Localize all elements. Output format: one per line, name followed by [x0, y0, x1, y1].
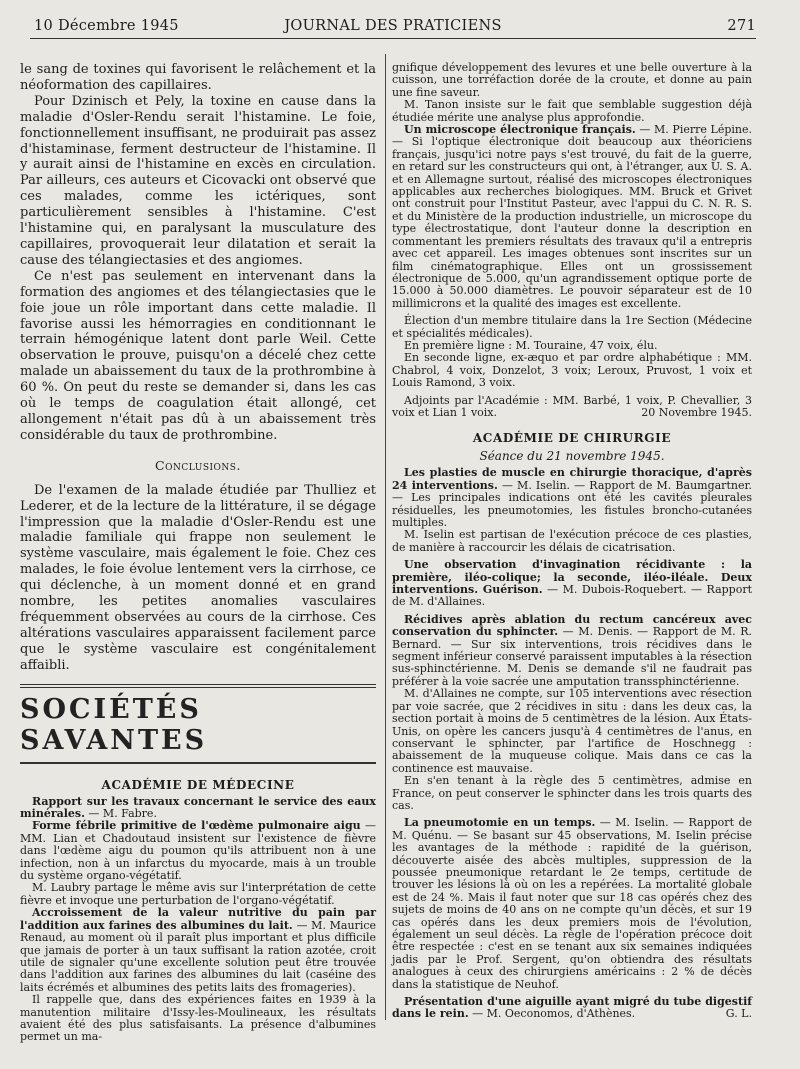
- entry-title: Rapport sur les travaux concernant le service des eaux minérales.: [20, 794, 376, 821]
- right-column: [392, 62, 752, 1021]
- report-entry: [392, 467, 752, 529]
- entry-title: Les plasties de muscle en chirurgie thoracique, d'après 24 interventions.: [392, 466, 752, 492]
- entry-title: Forme fébrile primitive de l'œdème pulmonaire aigu: [32, 819, 361, 833]
- paragraph: De l'examen de la malade étudiée par Thulliez et Lederer, et de la lecture de la littérature, il se dégage l'impression que la maladie d'Osler-Rendu est une maladie familiale qui frappe non seulement le système vasculaire, mais également le foie. Chez ces malades, le foie évolue lentement vers la cirrhose, ce qui déclenche, à un moment donné et en grand nombre, les petites anomalies vasculaires fréquemment observées au cours de la cirrhose. Ces altérations vasculaires apparaissent facilement parce que le système vasculaire est congénitalement affaibli.: [20, 482, 376, 673]
- report-date: 20 Novembre 1945.: [641, 405, 752, 419]
- paragraph: Pour Dzinisch et Pely, la toxine en cause dans la maladie d'Osler-Rendu serait l'histamine. Le foie, fonctionnellement insuffisant, ne produirait pas assez d'histaminase, ferment destructeur de l'histamine. Il y aurait ainsi de l'histamine en excès en circulation. Par ailleurs, ces auteurs et Cicovacki ont observé que ces malades, comme les ictériques, sont particulièrement sensibles à l'histamine. C'est l'histamine qui, en paralysant la musculature des capillaires, provoquerait leur dilatation et serait la cause des télangiectasies et des angiomes.: [20, 93, 376, 268]
- report-entry: [20, 820, 376, 882]
- academy-heading: ACADÉMIE DE CHIRURGIE: [472, 431, 672, 446]
- conclusions-heading: Conclusions.: [155, 457, 241, 473]
- entry-title: Une observation d'invagination récidivante : la première, iléo-colique; la seconde, iléo-iléale. Deux interventions. Guérison.: [392, 558, 752, 597]
- paragraph: gnifique développement des levures et une belle ouverture à la cuisson, une torréfaction dorée de la croute, et donne au pain une fine saveur.: [392, 61, 752, 99]
- report-entry: [392, 996, 752, 1021]
- paragraph: Ce n'est pas seulement en intervenant dans la formation des angiomes et des télangiectasies que le foie joue un rôle important dans cette maladie. Il favorise aussi les hémorragies en conditionnant le terrain hémogénique latent dont parle Weil. Cette observation le prouve, puisqu'on a décelé chez cette malade un abaissement du taux de la prothrombine à 60 %. On peut du reste se demander si, dans les cas où le temps de coagulation était allongé, cet allongement n'était pas dû à un abaissement très considérable du taux de prothrombine.: [20, 268, 376, 443]
- entry-text: — M. Iselin. — Rapport de M. Baumgartner. — Les principales indications ont été les cavités pleurales résiduelles, les pneumotomies, les fistules broncho-cutanées multiples.: [392, 478, 752, 529]
- issue-date: 10 Décembre 1945: [34, 18, 179, 34]
- entry-title: Un microscope électronique français.: [404, 123, 636, 137]
- paragraph: le sang de toxines qui favorisent le relâchement et la néoformation des capillaires.: [20, 62, 376, 93]
- paragraph: En seconde ligne, ex-æquo et par ordre alphabétique : MM. Chabrol, 4 voix, Donzelot, 3 voix; Leroux, Pruvost, 1 voix et Louis Ramond, 3 voix.: [392, 351, 752, 390]
- entry-title: Récidives après ablation du rectum cancéreux avec conservation du sphincter.: [392, 612, 752, 639]
- entry-text: — MM. Lian et Chadoutaud insistent sur l'existence de fièvre dans l'œdème aigu du poumon qu'ils attribuent non à une infection, non à un infarctus du myocarde, mais à un trouble du système organo-végétatif.: [20, 819, 376, 883]
- paragraph: En s'en tenant à la règle des 5 centimètres, admise en France, on peut conserver le sphincter dans les trois quarts des cas.: [392, 774, 752, 812]
- paragraph: Il rappelle que, dans des expériences faites en 1939 à la manutention militaire d'Issy-les-Moulineaux, les résultats avaient été des plus satisfaisants. La présence d'albumines permet un ma-: [20, 993, 376, 1044]
- entry-title: Présentation d'une aiguille ayant migré du tube digestif dans le rein.: [392, 995, 752, 1021]
- section-banner: SOCIÉTÉS SAVANTES: [20, 694, 376, 764]
- paragraph: Élection d'un membre titulaire dans la 1re Section (Médecine et spécialités médicales).: [392, 314, 752, 340]
- entry-text: — M. Maurice Renaud, au moment où il paraît plus important et plus difficile que jamais de porter à un taux suffisant la ration azotée, croit utile de signaler qu'une excellente solution peut être trouvée dans l'addition aux farines des albumines du lait (caséine des laits écrémés et albumines des petits laits des fromageries).: [20, 918, 377, 994]
- report-entry: [20, 907, 376, 994]
- paragraph: M. Laubry partage le même avis sur l'interprétation de cette fièvre et invoque une perturbation de l'organo-végétatif.: [20, 881, 376, 907]
- paragraph: M. Tanon insiste sur le fait que semblable suggestion déjà étudiée mérite une analyse plus approfondie.: [392, 98, 752, 124]
- paragraph: M. Iselin est partisan de l'exécution précoce de ces plasties, de manière à raccourcir les délais de cicatrisation.: [392, 528, 752, 554]
- page-number: 271: [727, 18, 756, 34]
- report-entry: [392, 124, 752, 310]
- entry-text: — M. Denis. — Rapport de M. R. Bernard. — Sur six interventions, trois récidives dans le segment inférieur conservé paraissent imputables à la résection sus-sphinctérienne. M. Denis se demande s'il ne faudrait pas préférer à la voie sacrée une amputation transsphinctérienne.: [392, 625, 753, 688]
- author-signature: G. L.: [725, 1007, 752, 1021]
- entry-text: — M. Fabre.: [84, 807, 157, 821]
- left-column: [20, 62, 376, 1044]
- paragraph: M. d'Allaines ne compte, sur 105 interventions avec résection par voie sacrée, que 2 récidives in situ : dans les deux cas, la section portait à moins de 5 centimètres de la lésion. Aux États-Unis, on opère les cancers jusqu'à 4 centimètres de l'anus, en conservant le sphincter, par l'artifice de Hoschnegg : abaissement de la muqueuse colique. Mais dans ce cas la continence est mauvaise.: [392, 687, 752, 775]
- running-header: [30, 14, 756, 39]
- entry-title: La pneumotomie en un temps.: [404, 816, 596, 830]
- report-entry: [392, 817, 752, 991]
- entry-title: Accroissement de la valeur nutritive du pain par l'addition aux farines des albumines du lait.: [20, 906, 376, 932]
- report-entry: [392, 559, 752, 609]
- entry-text: — M. Iselin. — Rapport de M. Quénu. — Se basant sur 45 observations, M. Iselin précise les avantages de la méthode : rapidité de la guérison, découverte aisée des abcès multiples, suppression de la poussée pneumonique retardant le 2e temps, certitude de trouver les lésions là où on les a repérées. La mortalité globale est de 24 %. Mais il faut noter que sur 18 cas opérés chez des sujets de moins de 40 ans on ne compte qu'un décès, et sur 19 cas opérés dans les deux premiers mois de l'évolution, également un seul décès. La règle de l'opération précoce doit être respectée : c'est en se tenant aux six semaines indiquées jadis par le Prof. Sergent, qu'on obtiendra des résultats analogues à ceux des chirurgiens américains : 2 % de décès dans la statistique de Neuhof.: [392, 816, 752, 991]
- academy-heading: ACADÉMIE DE MÉDECINE: [101, 777, 295, 792]
- session-date: Séance du 21 novembre 1945.: [479, 449, 665, 464]
- paragraph: [392, 395, 752, 420]
- entry-text: — M. Dubois-Roquebert. — Rapport de M. d'Allaines.: [392, 583, 753, 609]
- entry-text: — M. Pierre Lépine. — Si l'optique électronique doit beaucoup aux théoriciens français, jusqu'ici notre pays s'est trouvé, du fait de la guerre, en retard sur les constructeurs qui ont, à l'étranger, aux U. S. A. et en Allemagne surtout, réalisé des microscopes électroniques applicables aux recherches biologiques. MM. Bruck et Grivet ont construit pour l'Institut Pasteur, avec l'appui du C. N. R. S. et du Ministère de la production industrielle, un microscope du type électrostatique, dont l'auteur donne la description en commentant les premiers résultats des travaux qu'il a entrepris avec cet appareil. Les images obtenues sont inscrites sur un film cinématographique. Elles ont un grossissement électronique de 5.000, qu'un agrandissement optique porte de 15.000 à 50.000 diamètres. Le pouvoir séparateur est de 10 millimicrons et la qualité des images est excellente.: [392, 123, 752, 310]
- report-entry: [392, 614, 752, 688]
- adjoints-text: Adjoints par l'Académie : MM. Barbé, 1 voix, P. Chevallier, 3 voix et Lian 1 voix.: [392, 393, 752, 419]
- entry-text: — M. Oeconomos, d'Athènes.: [468, 1007, 636, 1021]
- journal-title: JOURNAL DES PRATICIENS: [284, 18, 502, 34]
- report-entry: [20, 796, 376, 821]
- paragraph: En première ligne : M. Touraine, 47 voix, élu.: [404, 338, 658, 352]
- section-rule: [20, 684, 376, 688]
- column-divider: [385, 54, 386, 1020]
